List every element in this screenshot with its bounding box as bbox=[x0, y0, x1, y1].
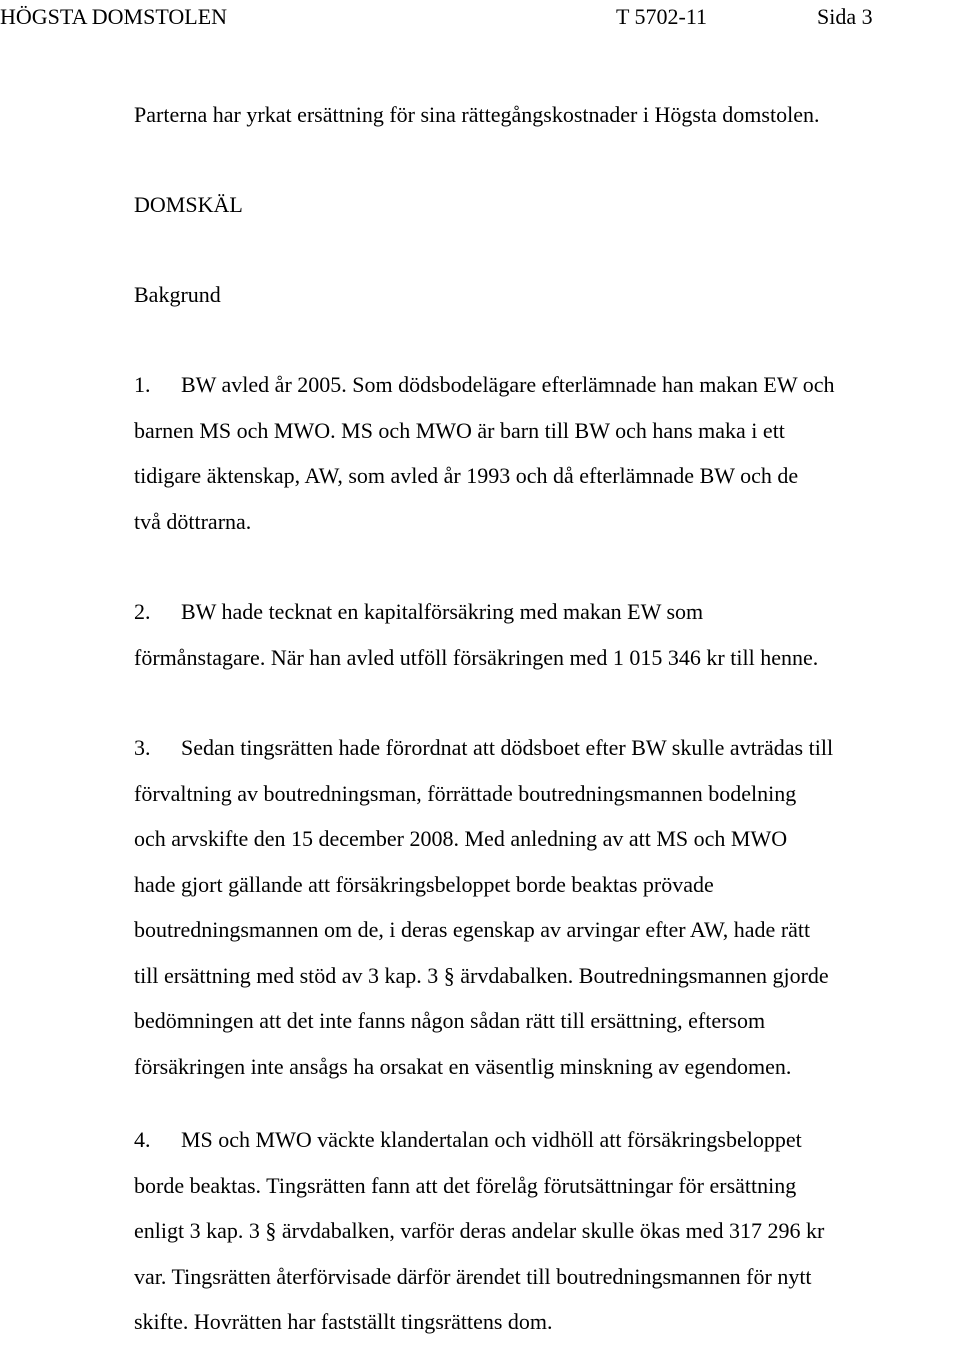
paragraph-line: var. Tingsrätten återförvisade därför ärendet till boutredningsmannen för nytt bbox=[134, 1263, 812, 1289]
paragraph-line: och arvskifte den 15 december 2008. Med anledning av att MS och MWO bbox=[134, 826, 788, 851]
paragraph-number: 4. bbox=[134, 1127, 151, 1152]
case-number: T 5702-11 bbox=[616, 4, 708, 29]
page-header bbox=[0, 0, 960, 40]
paragraph-line: enligt 3 kap. 3 § ärvdabalken, varför deras andelar skulle ökas med 317 296 kr bbox=[134, 1218, 825, 1243]
paragraph-line: förvaltning av boutredningsman, förrättade boutredningsmannen bodelning bbox=[134, 780, 797, 806]
page-number: Sida 3 bbox=[817, 4, 873, 29]
paragraph-line: borde beaktas. Tingsrätten fann att det förelåg förutsättningar för ersättning bbox=[134, 1172, 797, 1198]
paragraph-2 bbox=[134, 589, 960, 680]
section-heading bbox=[134, 182, 960, 228]
paragraph-line-text: BW avled år 2005. Som dödsbodelägare efterlämnade han makan EW och bbox=[181, 372, 835, 397]
subheading bbox=[134, 272, 960, 318]
court-name: HÖGSTA DOMSTOLEN bbox=[0, 4, 228, 29]
paragraph-line: boutredningsmannen om de, i deras egenskap av arvingar efter AW, hade rätt bbox=[134, 917, 811, 942]
section-heading-text: DOMSKÄL bbox=[134, 192, 243, 217]
paragraph-number: 3. bbox=[134, 735, 151, 760]
intro-paragraph bbox=[134, 92, 960, 138]
paragraph-line: bedömningen att det inte fanns någon sådan rätt till ersättning, eftersom bbox=[134, 1008, 766, 1033]
paragraph-line: barnen MS och MWO. MS och MWO är barn till BW och hans maka i ett bbox=[134, 417, 785, 443]
paragraph-number: 2. bbox=[134, 599, 151, 624]
paragraph-line: hade gjort gällande att försäkringsbeloppet borde beaktas prövade bbox=[134, 871, 714, 897]
paragraph-3 bbox=[134, 725, 960, 1089]
paragraph-1 bbox=[134, 362, 960, 544]
subheading-text: Bakgrund bbox=[134, 282, 221, 307]
paragraph-line-text: BW hade tecknat en kapitalförsäkring med makan EW som bbox=[181, 599, 704, 624]
paragraph-line: försäkringen inte ansågs ha orsakat en väsentlig minskning av egendomen. bbox=[134, 1053, 792, 1079]
paragraph-line-text: MS och MWO väckte klandertalan och vidhöll att försäkringsbeloppet bbox=[181, 1127, 802, 1152]
paragraph-line: till ersättning med stöd av 3 kap. 3 § ärvdabalken. Boutredningsmannen gjorde bbox=[134, 962, 829, 988]
paragraph-line: skifte. Hovrätten har fastställt tingsrättens dom. bbox=[134, 1309, 553, 1334]
paragraph-line: två döttrarna. bbox=[134, 508, 252, 534]
intro-text: Parterna har yrkat ersättning för sina rättegångskostnader i Högsta domstolen. bbox=[134, 102, 820, 127]
paragraph-line bbox=[134, 589, 960, 635]
paragraph-line bbox=[134, 1117, 960, 1163]
paragraph-number: 1. bbox=[134, 372, 151, 397]
paragraph-line: tidigare äktenskap, AW, som avled år 1993 och då efterlämnade BW och de bbox=[134, 463, 799, 488]
paragraph-line: förmånstagare. När han avled utföll försäkringen med 1 015 346 kr till henne. bbox=[134, 644, 819, 670]
paragraph-line bbox=[134, 362, 960, 408]
paragraph-line-text: Sedan tingsrätten hade förordnat att dödsboet efter BW skulle avträdas till bbox=[181, 735, 834, 760]
paragraph-4 bbox=[134, 1117, 960, 1345]
paragraph-line bbox=[134, 725, 960, 771]
